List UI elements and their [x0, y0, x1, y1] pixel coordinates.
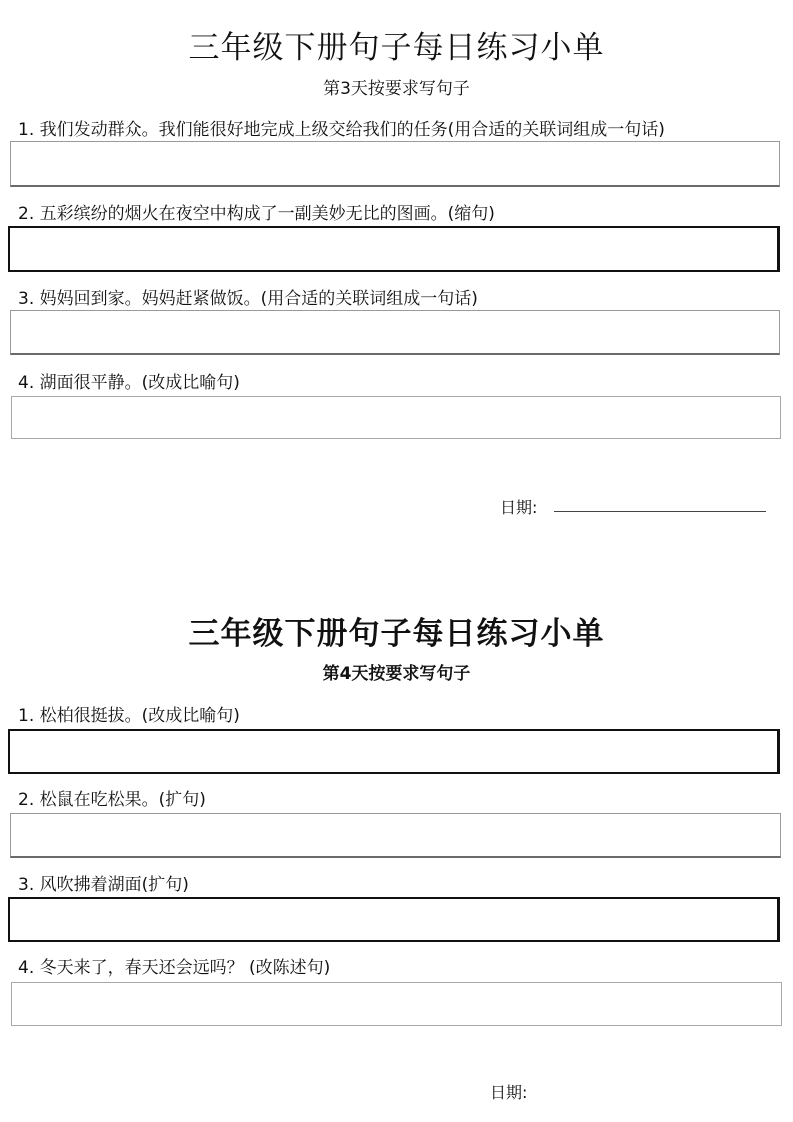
answer-box-4[interactable]	[11, 982, 782, 1026]
answer-box-3[interactable]	[8, 897, 780, 942]
question-4-label: 4. 冬天来了，春天还会远吗？ (改陈述句)	[18, 958, 331, 978]
worksheet-title: 三年级下册句子每日练习小单	[188, 616, 605, 652]
question-3-label: 3. 妈妈回到家。妈妈赶紧做饭。(用合适的关联词组成一句话)	[18, 289, 478, 309]
answer-box-1[interactable]	[8, 729, 780, 774]
question-4-label: 4. 湖面很平静。(改成比喻句)	[18, 373, 240, 393]
question-2-label: 2. 五彩缤纷的烟火在夜空中构成了一副美妙无比的图画。(缩句)	[18, 204, 495, 224]
answer-box-2[interactable]	[8, 226, 780, 272]
answer-box-4[interactable]	[11, 396, 781, 439]
worksheet-subtitle: 第4天按要求写句子	[322, 664, 471, 684]
answer-box-1[interactable]	[10, 141, 780, 187]
question-1-label: 1. 我们发动群众。我们能很好地完成上级交给我们的任务(用合适的关联词组成一句话)	[18, 120, 665, 140]
worksheet-title: 三年级下册句子每日练习小单	[188, 30, 605, 66]
answer-box-2[interactable]	[10, 813, 781, 858]
answer-box-3[interactable]	[10, 310, 780, 355]
worksheet-subtitle: 第3天按要求写句子	[323, 79, 470, 99]
question-1-label: 1. 松柏很挺拔。(改成比喻句)	[18, 706, 240, 726]
question-2-label: 2. 松鼠在吃松果。(扩句)	[18, 790, 206, 810]
date-label: 日期:	[490, 1083, 528, 1102]
date-input-line[interactable]	[554, 511, 766, 512]
date-label: 日期:	[500, 498, 538, 517]
question-3-label: 3. 风吹拂着湖面(扩句)	[18, 875, 189, 895]
